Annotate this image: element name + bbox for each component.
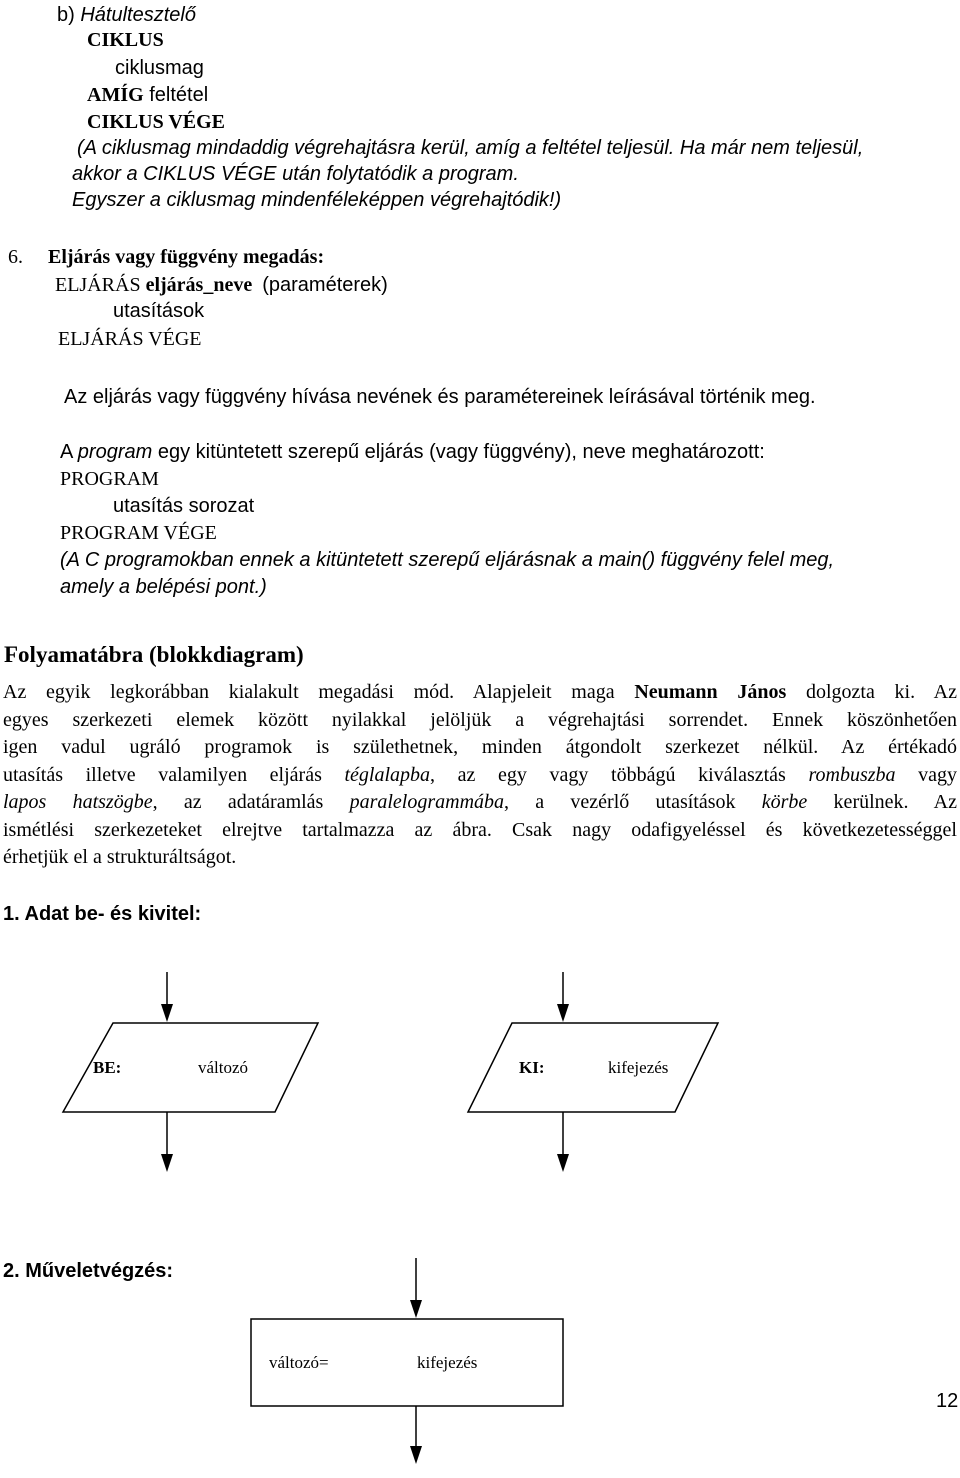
procedure-header-line: ELJÁRÁS eljárás_neve (paraméterek) xyxy=(55,274,388,296)
program-definition-line: A program egy kitüntetett szerepű eljárás (vagy függvény), neve meghatározott: xyxy=(60,441,765,463)
output-block xyxy=(468,972,718,1172)
program-body-text: utasítás sorozat xyxy=(113,495,255,517)
section-6-title: Eljárás vagy függvény megadás: xyxy=(48,246,325,268)
keyword-ciklus-vege: CIKLUS VÉGE xyxy=(87,111,226,133)
output-expression: kifejezés xyxy=(608,1058,669,1077)
assign-variable: változó= xyxy=(269,1353,329,1372)
loop-note-line-1: (A ciklusmag mindaddig végrehajtásra kerül, amíg a feltétel teljesül. Ha már nem teljesül, xyxy=(77,137,864,159)
input-arrow-out-head xyxy=(161,1154,173,1172)
keyword-program: PROGRAM xyxy=(60,468,159,490)
input-variable: változó xyxy=(198,1058,249,1077)
assign-arrow-in-head xyxy=(410,1300,422,1318)
section-b-heading: b) Hátultesztelő xyxy=(57,4,196,26)
flowchart-section-heading: Folyamatábra (blokkdiagram) xyxy=(4,642,304,667)
output-parallelogram xyxy=(468,1023,718,1112)
para-line: igen vadul ugráló programok is születhetnek, minden átgondolt szerkezet nélkül. Az értékadó xyxy=(3,736,957,758)
output-arrow-out-head xyxy=(557,1154,569,1172)
keyword-program-vege: PROGRAM VÉGE xyxy=(60,522,217,544)
para-line: lapos hatszögbe, az adatáramlás paralelogrammába, a vezérlő utasítások körbe kerülnek. Az xyxy=(3,791,957,813)
c-note-line-2: amely a belépési pont.) xyxy=(60,576,267,598)
item-1-heading: 1. Adat be- és kivitel: xyxy=(3,903,202,925)
page-number: 12 xyxy=(936,1390,959,1412)
para-line: egyes szerkezeti elemek között nyilakkal jelöljük a végrehajtási sorrendet. Ennek köszönhetően xyxy=(3,708,957,731)
section-6-number: 6. xyxy=(8,246,23,268)
output-arrow-in-head xyxy=(557,1004,569,1022)
loop-note-line-2: akkor a CIKLUS VÉGE után folytatódik a program. xyxy=(72,163,519,185)
procedure-body-text: utasítások xyxy=(113,300,205,322)
loop-body-text: ciklusmag xyxy=(115,57,204,79)
keyword-eljaras-vege: ELJÁRÁS VÉGE xyxy=(58,328,202,350)
para-line: érhetjük el a strukturáltságot. xyxy=(3,846,237,868)
loop-condition-line: AMÍG feltétel xyxy=(87,84,209,106)
input-keyword: BE: xyxy=(93,1058,122,1077)
input-arrow-in-head xyxy=(161,1004,173,1022)
keyword-ciklus: CIKLUS xyxy=(87,29,164,51)
procedure-call-text: Az eljárás vagy függvény hívása nevének és paramétereinek leírásával történik meg. xyxy=(64,386,816,408)
c-note-line-1: (A C programokban ennek a kitüntetett szerepű eljárásnak a main() függvény felel meg, xyxy=(60,549,835,571)
para-line: Az egyik legkorábban kialakult megadási mód. Alapjeleit maga Neumann János dolgozta ki. Az xyxy=(3,681,957,703)
assign-arrow-out-head xyxy=(410,1446,422,1464)
para-line: ismétlési szerkezeteket elrejtve tartalmazza az ábra. Csak nagy odafigyeléssel és következetességgel xyxy=(3,818,957,841)
item-2-heading: 2. Műveletvégzés: xyxy=(3,1260,174,1282)
assign-expression: kifejezés xyxy=(417,1353,478,1372)
output-keyword: KI: xyxy=(519,1058,545,1077)
loop-note-line-3: Egyszer a ciklusmag mindenféleképpen végrehajtódik!) xyxy=(72,189,562,211)
para-line: utasítás illetve valamilyen eljárás téglalapba, az egy vagy többágú kiválasztás rombuszba vagy xyxy=(3,763,958,786)
